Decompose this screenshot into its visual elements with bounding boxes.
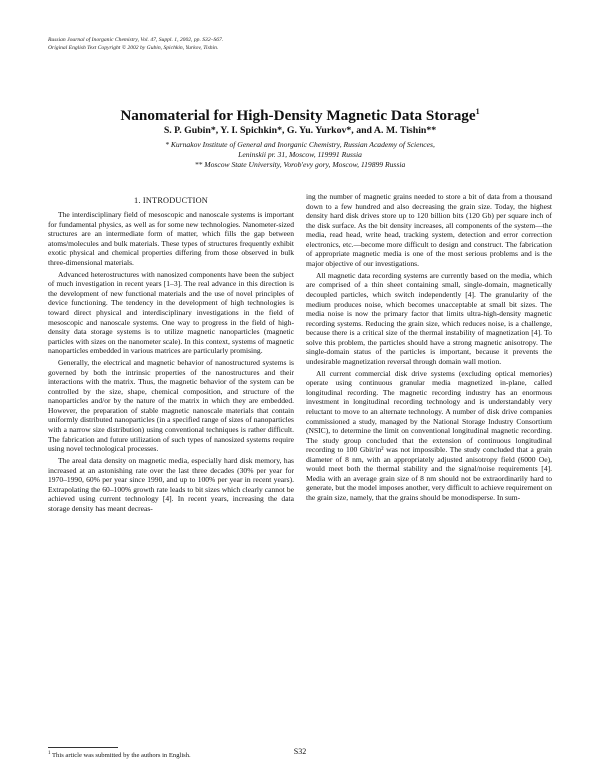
paragraph: Generally, the electrical and magnetic behavior of nanostructured systems is governed by both the intrinsic properties of the nanostructures and their interactions with the matrix. Thus, the magnetic behavior of the system can be controlled by the size, shape, chemical composition, and structure of the nanoparticles and/or by the nature of the matrix in which they are embedded. However, the preparation of stable magnetic nanoscale materials that contain uniformly distributed nanoparticles (in a specified range of sizes of nanoparticles with a narrow size distribution) using conventional techniques is rather difficult. The fabrication and future utilization of such types of nanosized systems require using novel technological processes. <box>48 358 294 454</box>
author-list: S. P. Gubin*, Y. I. Spichkin*, G. Yu. Yurkov*, and A. M. Tishin** <box>163 125 437 136</box>
paragraph: All current commercial disk drive systems (excluding optical memories) operate using continuous granular media magnetized in-plane, called longitudinal recording. The magnetic recording industry has an enormous investment in longitudinal recording technology and is understandably very reluctant to move to an alternate technology. A number of disk drive companies commissioned a study, managed by the National Storage Industry Consortium (NSIC), to determine the limit on conventional longitudinal magnetic recording. The study group concluded that the extension of continuous longitudinal recording to 100 Gbit/in² was not impossible. The study concluded that a grain diameter of 8 nm, with an appropriately adjusted anisotropy field (6000 Oe), would meet both the thermal stability and the signal/noise requirements [4]. Media with an average grain size of 8 nm should not be extraordinarily hard to generate, but the model imposes another, very difficult to achieve requirement on the grain size, namely, that the grains should be monodisperse. In sum- <box>306 368 552 502</box>
running-head <box>48 37 223 52</box>
paragraph: Advanced heterostructures with nanosized components have been the subject of much investigation in recent years [1–3]. The real advance in this direction is the development of new functional materials and the use of novel principles of device functioning. The tendency in the development of high technologies is toward direct physical and interdisciplinary investigations in the field of mesoscopic and nanoscale systems. One way to progress in the field of high-density data storage systems is to utilize magnetic nanoparticles (magnetic particles with sizes on the nanometer scale). In this context, systems of magnetic nanoparticles embedded in various matrices are particularly promising. <box>48 269 294 356</box>
running-head-copyright: Original English Text Copyright © 2002 by Gubin, Spichkin, Yurkov, Tishin. <box>48 44 219 51</box>
running-head-journal: Russian Journal of Inorganic Chemistry, Vol. 47, Suppl. 1, 2002, pp. S32–S67. <box>48 37 224 43</box>
title-footnote-mark: 1 <box>475 107 480 116</box>
footnote-text: This article was submitted by the authors in English. <box>52 752 191 759</box>
left-column <box>48 210 294 516</box>
page-number: S32 <box>293 747 307 756</box>
affiliation-kurnakov: * Kurnakov Institute of General and Inorganic Chemistry, Russian Academy of Sciences, <box>165 140 435 149</box>
right-column <box>306 192 552 505</box>
paragraph: All magnetic data recording systems are currently based on the media, which are comprised of a thin sheet containing small, single-domain, magnetically decoupled particles, which switch independently [4]. The granularity of the medium produces noise, which becomes unacceptable at small bit sizes. The media noise is now the primary factor that limits ultra-high-density magnetic recording systems. Reducing the grain size, which reduces noise, is a challenge, because there is a critical size of the thermal instability of magnetization [4]. To solve this problem, the particles should have a strong magnetic anisotropy. The single-domain status of the particles is important, because it prevents the undesirable magnetization reversal through domain wall motion. <box>306 270 552 366</box>
affiliation-address: Leninskii pr. 31, Moscow, 119991 Russia <box>238 150 362 159</box>
article-title-text: Nanomaterial for High-Density Magnetic Data Storage <box>120 107 476 124</box>
affiliation-msu: ** Moscow State University, Vorob'evy gory, Moscow, 119899 Russia <box>194 160 406 169</box>
section-heading-introduction: 1. INTRODUCTION <box>134 196 208 205</box>
paragraph: ing the number of magnetic grains needed to store a bit of data from a thousand down to a few hundred and also decreasing the grain size. Today, the highest density hard disk drives store up to 120 billion bits (120 Gb) per square inch of the disk surface. As the bit density increases, all components of the system—the media, read head, write head, tracking system, detection and error correction electronics, etc.—become more difficult to design and construct. The fabrication of appropriate magnetic media is one of the most serious problems and is the major objective of our investigations. <box>306 192 552 268</box>
paragraph: The areal data density on magnetic media, especially hard disk memory, has increased at an astonishing rate over the last three decades (30% per year for 1970–1990, 60% per year since 1990, and up to 100% per year in recent years). Extrapolating the 60–100% growth rate leads to bit sizes which clearly cannot be achieved using current technology [4]. In recent years, increasing the data storage density has meant decreas- <box>48 456 294 513</box>
paragraph: The interdisciplinary field of mesoscopic and nanoscale systems is important for fundamental physics, as well as for some new technologies. Nanometer-sized structures are an intermediate form of matter, which fills the gap between atoms/molecules and bulk materials. These types of structures frequently exhibit exotic physical and chemical properties differing from those observed in bulk three-dimensional materials. <box>48 210 294 267</box>
article-title <box>0 103 600 125</box>
footnote-mark: 1 <box>48 751 51 756</box>
